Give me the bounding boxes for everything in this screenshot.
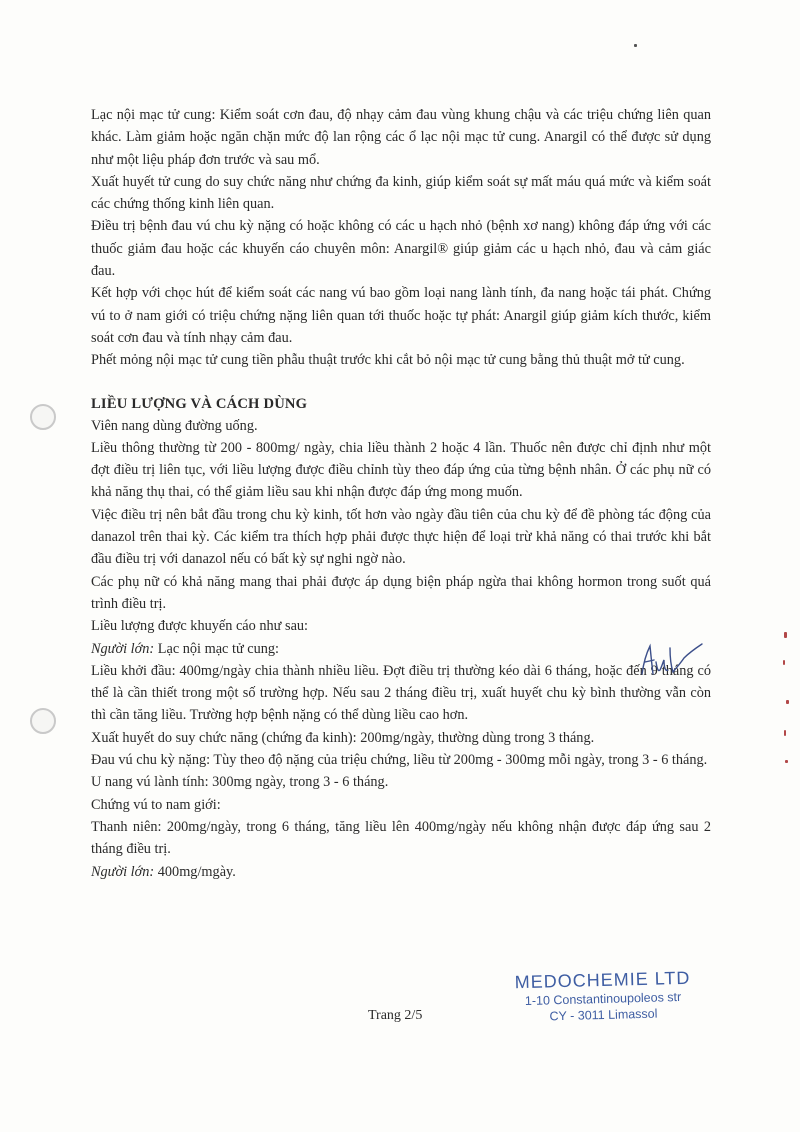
margin-mark — [785, 760, 788, 763]
stamp-address-line-1: 1-10 Constantinoupoleos str — [524, 989, 682, 1009]
paragraph: Xuất huyết tử cung do suy chức năng như chứng đa kinh, giúp kiểm soát sự mất máu quá mức và kiểm soát các chứng thống kinh liên quan. — [91, 173, 711, 213]
margin-mark — [786, 700, 789, 704]
paragraph — [91, 638, 711, 660]
paragraph: Kết hợp với chọc hút để kiểm soát các nang vú bao gồm loại nang lành tính, đa nang hoặc tái phát. Chứng vú to ở nam giới có triệu chứng nặng liên quan tới thuốc hoặc tự phát: Anargil giúp giảm kích thước, kiểm soát cơn đau và tính nhạy cảm đau. — [91, 285, 711, 346]
margin-mark — [634, 44, 637, 47]
paragraph: Điều trị bệnh đau vú chu kỳ nặng có hoặc không có các u hạch nhỏ (bệnh xơ nang) không đáp ứng với các thuốc giảm đau hoặc các khuyến cáo chuyên môn: Anargil® giúp giảm các u hạch nhỏ, đau và cảm giác đau. — [91, 218, 711, 280]
paragraph: Liều lượng được khuyến cáo như sau: — [91, 618, 309, 635]
adult-label: Người lớn: — [91, 640, 155, 657]
paragraph: Việc điều trị nên bắt đầu trong chu kỳ kinh, tốt hơn vào ngày đầu tiên của chu kỳ để đề phòng tác động của danazol trên thai kỳ. Các kiểm tra thích hợp phải được thực hiện để loại trừ khả năng có thai trước khi bắt đầu điều trị với danazol nếu có bất kỳ sự nghi ngờ nào. — [91, 506, 711, 568]
section-heading: LIỀU LƯỢNG VÀ CÁCH DÙNG — [91, 395, 308, 412]
margin-mark — [784, 632, 787, 638]
paragraph: Chứng vú to nam giới: — [91, 796, 221, 813]
stamp-company: MEDOCHEMIE LTD — [514, 967, 691, 993]
company-stamp — [502, 967, 703, 1025]
handwritten-initials — [636, 640, 716, 684]
adult-text: 400mg/mgày. — [154, 863, 236, 880]
margin-mark — [783, 660, 785, 665]
paragraph: Lạc nội mạc tử cung: Kiểm soát cơn đau, độ nhạy cảm đau vùng khung chậu và các triệu chứng liên quan khác. Làm giảm hoặc ngăn chặn mức độ lan rộng các ổ lạc nội mạc tử cung. Anargil có thể được sử dụng như một liệu pháp đơn trước và sau mổ. — [91, 107, 711, 168]
adult-text: Lạc nội mạc tử cung: — [154, 640, 280, 657]
paragraph: Liều thông thường từ 200 - 800mg/ ngày, chia liều thành 2 hoặc 4 lần. Thuốc nên được chỉ định như một đợt điều trị liên tục, với liều lượng được điều chỉnh tùy theo đáp ứng của từng bệnh nhân. Ở các phụ nữ có khả năng thụ thai, có thể giảm liều sau khi nhận được đáp ứng mong muốn. — [91, 439, 711, 501]
paragraph — [91, 861, 711, 883]
binder-hole-bottom — [30, 708, 56, 734]
document-body — [91, 104, 711, 883]
paragraph: Các phụ nữ có khả năng mang thai phải được áp dụng biện pháp ngừa thai không hormon trong suốt quá trình điều trị. — [91, 573, 711, 612]
binder-hole-top — [30, 404, 56, 430]
paragraph: Thanh niên: 200mg/ngày, trong 6 tháng, tăng liều lên 400mg/ngày nếu không nhận được đáp ứng sau 2 tháng điều trị. — [91, 818, 711, 858]
paragraph: Phết mỏng nội mạc tử cung tiền phẫu thuật trước khi cắt bỏ nội mạc tử cung bằng thủ thuật mở tử cung. — [91, 352, 685, 369]
adult-label: Người lớn: — [91, 863, 155, 880]
paragraph: U nang vú lành tính: 300mg ngày, trong 3 - 6 tháng. — [91, 774, 389, 791]
paragraph: Xuất huyết do suy chức năng (chứng đa kinh): 200mg/ngày, thường dùng trong 3 tháng. — [91, 729, 595, 746]
page-number: Trang 2/5 — [368, 1008, 423, 1023]
stamp-address-line-2: CY - 3011 Limassol — [549, 1006, 658, 1024]
margin-mark — [784, 730, 786, 736]
paragraph: Đau vú chu kỳ nặng: Tùy theo độ nặng của triệu chứng, liều từ 200mg - 300mg mỗi ngày, trong 3 - 6 tháng. — [91, 752, 708, 769]
paragraph: Liều khởi đầu: 400mg/ngày chia thành nhiều liều. Đợt điều trị thường kéo dài 6 tháng, hoặc đến 9 tháng có thể là cần thiết trong một số trường hợp. Nếu sau 2 tháng điều trị, xuất huyết chu kỳ bình thường vẫn còn thì cần tăng liều. Trường hợp bệnh nặng có thể dùng liều cao hơn. — [91, 662, 711, 724]
paragraph: Viên nang dùng đường uống. — [91, 417, 258, 434]
